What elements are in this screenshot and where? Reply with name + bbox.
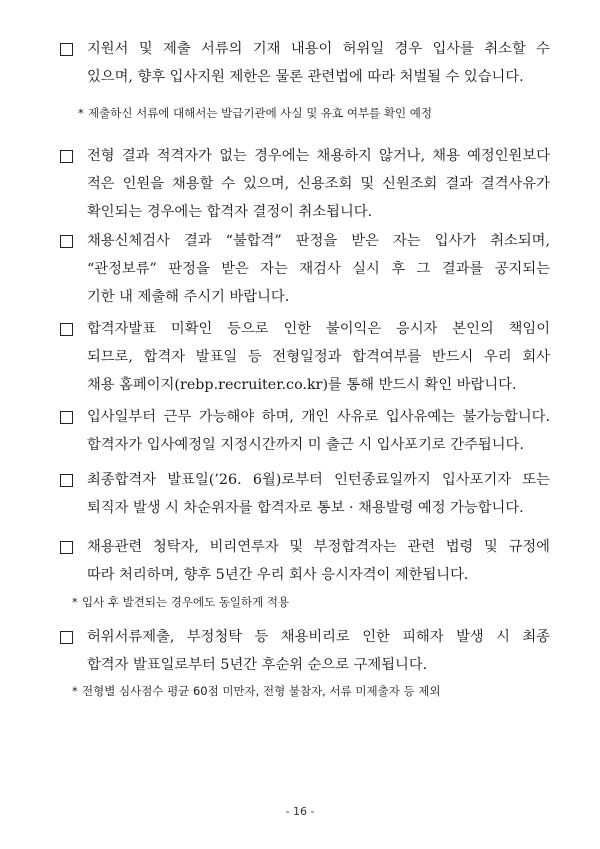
asterisk-icon: * <box>72 595 78 609</box>
notice-text: 입사일부터 근무 가능해야 하며, 개인 사유로 입사유예는 불가능합니다. 합격자가 입사예정일 지정시간까지 미 출근 시 입사포기로 간주됩니다. <box>87 409 550 453</box>
note-8: * 전형별 심사점수 평균 60점 미만자, 전형 불참자, 서류 미제출자 등 제외 <box>72 681 440 701</box>
notice-text: 전형 결과 적격자가 없는 경우에는 채용하지 않거나, 채용 예정인원보다 적은 인원을 채용할 수 있으며, 신용조회 및 신원조회 결과 결격사유가 확인되는 경우에는 합격자 결정이 취소됩니다. <box>87 148 550 220</box>
checkbox-square-icon <box>60 474 73 487</box>
checkbox-square-icon <box>60 43 73 56</box>
notice-text: 최종합격자 발표일(’26. 6월)로부터 인턴종료일까지 입사포기자 또는 퇴직자 발생 시 차순위자를 합격자로 통보 · 채용발령 예정 가능합니다. <box>87 472 550 516</box>
notice-text: 합격자발표 미확인 등으로 인한 불이익은 응시자 본인의 책임이 되므로, 합격자 발표일 등 전형일정과 합격여부를 반드시 우리 회사 채용 홈페이지(rebp.recruiter.co.kr)를 통해 반드시 확인 바랍니다. <box>87 321 550 393</box>
checkbox-square-icon <box>60 631 73 644</box>
asterisk-icon: * <box>72 684 78 698</box>
note-7: * 입사 후 발견되는 경우에도 동일하게 적용 <box>72 592 289 612</box>
note-1: * 제출하신 서류에 대해서는 발급기관에 사실 및 유효 여부를 확인 예정 <box>78 103 432 123</box>
asterisk-icon: * <box>78 106 84 120</box>
checkbox-square-icon <box>60 541 73 554</box>
notice-text: 허위서류제출, 부정청탁 등 채용비리로 인한 피해자 발생 시 최종 합격자 발표일로부터 5년간 후순위 순으로 구제됩니다. <box>87 629 550 673</box>
checkbox-square-icon <box>60 323 73 336</box>
notice-text: 지원서 및 제출 서류의 기재 내용이 허위일 경우 입사를 취소할 수 있으며, 향후 입사지원 제한은 물론 관련법에 따라 처벌될 수 있습니다. <box>87 41 550 85</box>
checkbox-square-icon <box>60 411 73 424</box>
checkbox-square-icon <box>60 235 73 248</box>
page-number: - 16 - <box>285 805 315 818</box>
notice-text: 채용관련 청탁자, 비리연루자 및 부정합격자는 관련 법령 및 규정에 따라 처리하며, 향후 5년간 우리 회사 응시자격이 제한됩니다. <box>87 539 550 583</box>
checkbox-square-icon <box>60 150 73 163</box>
notice-text: 채용신체검사 결과 “불합격” 판정을 받은 자는 입사가 취소되며, “관정보류” 판정을 받은 자는 재검사 실시 후 그 결과를 공지되는 기한 내 제출해 주시기 바랍니다. <box>87 233 550 305</box>
